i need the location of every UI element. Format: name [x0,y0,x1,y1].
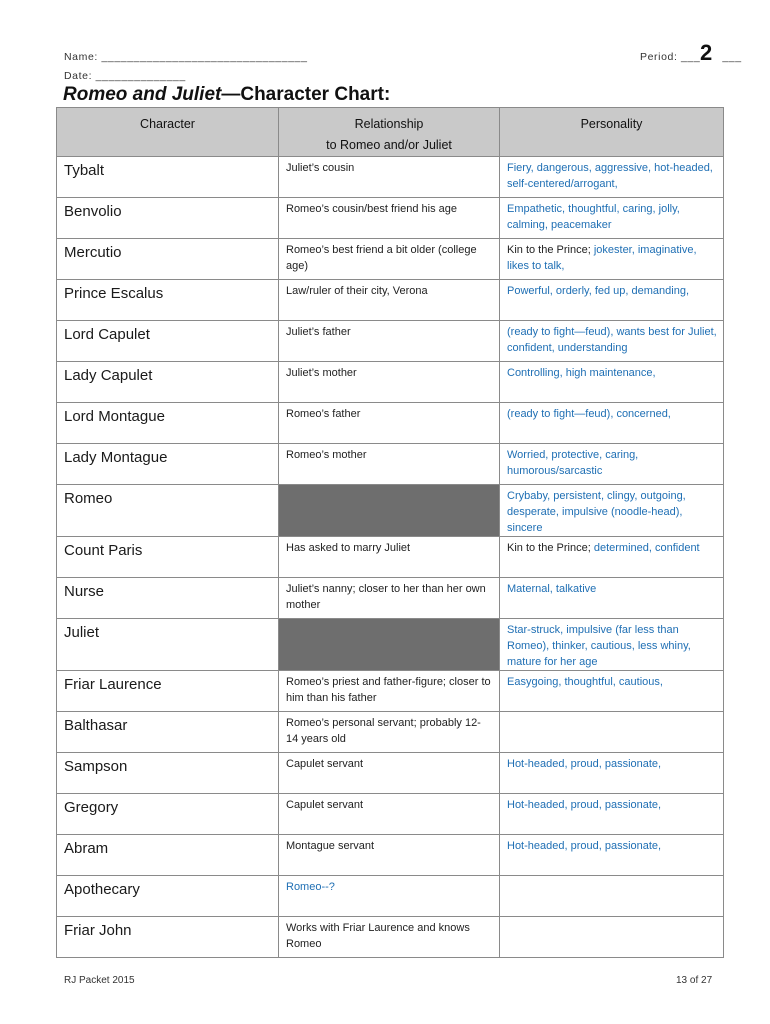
period-value: 2 [700,40,713,65]
cell-character: Gregory [57,794,279,835]
cell-relationship-shaded [279,485,500,537]
table-row [57,578,724,619]
table-row [57,794,724,835]
table-row [57,835,724,876]
title-rest: —Character Chart: [221,84,391,105]
cell-personality[interactable]: (ready to fight—feud), concerned, [500,403,724,444]
cell-character: Friar Laurence [57,671,279,712]
table-row [57,485,724,537]
cell-relationship[interactable]: Romeo’s cousin/best friend his age [279,198,500,239]
cell-relationship[interactable]: Romeo’s priest and father-figure; closer to him than his father [279,671,500,712]
cell-personality[interactable] [500,537,724,578]
table-row [57,619,724,671]
relationship-header-line1: Relationship [354,117,424,131]
cell-relationship[interactable]: Juliet’s mother [279,362,500,403]
cell-character: Prince Escalus [57,280,279,321]
footer-page-number: 13 of 27 [676,975,713,986]
cell-relationship[interactable]: Romeo’s best friend a bit older (college age) [279,239,500,280]
cell-relationship[interactable]: Romeo’s father [279,403,500,444]
period-field[interactable] [640,51,742,63]
cell-character: Balthasar [57,712,279,753]
cell-personality[interactable] [500,239,724,280]
personality-text: jokester, imaginative, likes to talk, [507,244,697,272]
cell-personality[interactable] [500,876,724,917]
cell-personality[interactable]: Crybaby, persistent, clingy, outgoing, desperate, impulsive (noodle-head), sincere [500,485,724,537]
cell-personality[interactable] [500,712,724,753]
cell-character: Lord Capulet [57,321,279,362]
cell-personality[interactable]: Empathetic, thoughtful, caring, jolly, calming, peacemaker [500,198,724,239]
cell-personality[interactable]: Fiery, dangerous, aggressive, hot-headed, self-centered/arrogant, [500,157,724,198]
cell-character: Lord Montague [57,403,279,444]
character-chart-table [56,107,724,958]
cell-relationship-shaded [279,619,500,671]
column-header-relationship [279,108,500,157]
cell-relationship[interactable]: Juliet’s father [279,321,500,362]
cell-relationship[interactable]: Works with Friar Laurence and knows Romeo [279,917,500,958]
cell-relationship[interactable]: Has asked to marry Juliet [279,537,500,578]
cell-relationship[interactable]: Romeo’s mother [279,444,500,485]
cell-personality[interactable]: Controlling, high maintenance, [500,362,724,403]
cell-character: Lady Montague [57,444,279,485]
cell-character: Sampson [57,753,279,794]
table-row [57,403,724,444]
table-row [57,280,724,321]
column-header-character: Character [57,108,279,157]
table-row [57,239,724,280]
cell-character: Benvolio [57,198,279,239]
cell-character: Apothecary [57,876,279,917]
table-row [57,321,724,362]
table-row [57,917,724,958]
column-header-personality: Personality [500,108,724,157]
relationship-header-line2: to Romeo and/or Juliet [326,138,452,152]
personality-prefix: Kin to the Prince; [507,244,594,256]
cell-personality[interactable]: Hot-headed, proud, passionate, [500,835,724,876]
cell-character: Count Paris [57,537,279,578]
table-row [57,712,724,753]
name-field[interactable]: Name: ________________________________ [64,51,308,63]
period-label: Period: ___ [640,51,701,63]
cell-relationship[interactable]: Romeo--? [279,876,500,917]
cell-personality[interactable]: (ready to fight—feud), wants best for Juliet, confident, understanding [500,321,724,362]
cell-personality[interactable]: Easygoing, thoughtful, cautious, [500,671,724,712]
cell-relationship[interactable]: Capulet servant [279,753,500,794]
title-play-name: Romeo and Juliet [63,84,222,105]
table-row [57,444,724,485]
cell-personality[interactable]: Hot-headed, proud, passionate, [500,753,724,794]
cell-personality[interactable]: Maternal, talkative [500,578,724,619]
cell-relationship[interactable]: Juliet’s cousin [279,157,500,198]
table-row [57,671,724,712]
cell-character: Tybalt [57,157,279,198]
cell-character: Abram [57,835,279,876]
cell-relationship[interactable]: Romeo’s personal servant; probably 12-14 years old [279,712,500,753]
cell-character: Romeo [57,485,279,537]
cell-relationship[interactable]: Montague servant [279,835,500,876]
cell-personality[interactable]: Hot-headed, proud, passionate, [500,794,724,835]
cell-personality[interactable] [500,917,724,958]
table-row [57,753,724,794]
table-header-row [57,108,724,157]
table-row [57,198,724,239]
personality-prefix: Kin to the Prince; [507,542,594,554]
date-field[interactable]: Date: ______________ [64,70,186,82]
cell-character: Juliet [57,619,279,671]
cell-relationship[interactable]: Law/ruler of their city, Verona [279,280,500,321]
cell-personality[interactable]: Powerful, orderly, fed up, demanding, [500,280,724,321]
table-row [57,362,724,403]
table-row [57,876,724,917]
table-row [57,537,724,578]
cell-relationship[interactable]: Juliet’s nanny; closer to her than her own mother [279,578,500,619]
period-tail: ___ [722,51,742,63]
personality-text: determined, confident [593,542,700,554]
cell-character: Nurse [57,578,279,619]
cell-character: Lady Capulet [57,362,279,403]
cell-character: Mercutio [57,239,279,280]
cell-character: Friar John [57,917,279,958]
cell-personality[interactable]: Worried, protective, caring, humorous/sarcastic [500,444,724,485]
table-row [57,157,724,198]
page-title [63,84,390,106]
footer-packet-label: RJ Packet 2015 [64,975,135,986]
cell-personality[interactable]: Star-struck, impulsive (far less than Romeo), thinker, cautious, less whiny, mature for her age [500,619,724,671]
cell-relationship[interactable]: Capulet servant [279,794,500,835]
